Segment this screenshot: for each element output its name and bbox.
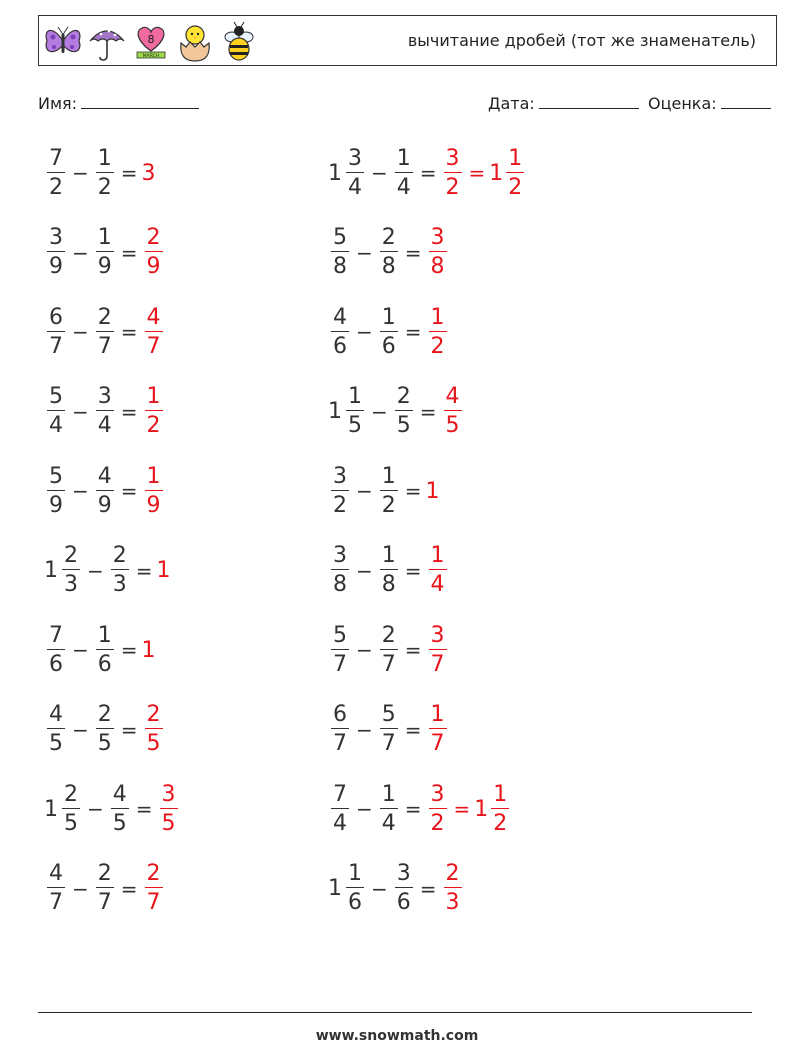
problem-15 xyxy=(44,698,166,762)
denominator: 9 xyxy=(49,254,63,279)
answer-integer: 1 xyxy=(156,558,171,583)
answer xyxy=(426,545,450,596)
minus-sign: − xyxy=(356,797,373,821)
answer xyxy=(142,304,166,359)
answer-fraction xyxy=(429,704,447,755)
problem-2 xyxy=(328,141,527,205)
problem-8 xyxy=(328,380,465,444)
minuend-fraction xyxy=(47,304,65,359)
equals-sign: = xyxy=(419,876,437,901)
answer-fraction xyxy=(429,227,447,278)
answer xyxy=(426,227,450,278)
answer-fraction xyxy=(444,145,462,200)
answer xyxy=(142,863,166,914)
numerator: 1 xyxy=(146,463,161,489)
denominator: 9 xyxy=(146,254,161,279)
problem-10 xyxy=(328,459,440,523)
minus-sign: − xyxy=(72,240,89,265)
answer-fraction xyxy=(145,863,163,914)
answer xyxy=(426,304,450,359)
denominator: 6 xyxy=(333,333,347,359)
numerator: 4 xyxy=(146,304,161,330)
subtrahend-fraction xyxy=(380,227,398,278)
date-line[interactable] xyxy=(539,94,639,109)
minuend-whole: 1 xyxy=(44,558,58,583)
equals-sign: = xyxy=(120,240,138,265)
answer-fraction xyxy=(145,386,163,437)
answer xyxy=(142,386,166,437)
denominator: 2 xyxy=(333,492,347,518)
minuend-fraction xyxy=(47,863,65,914)
answer xyxy=(142,227,166,278)
numerator: 7 xyxy=(333,781,347,807)
minuend-fraction xyxy=(331,463,349,518)
denominator: 5 xyxy=(112,810,127,836)
umbrella-icon xyxy=(87,21,127,63)
denominator: 8 xyxy=(430,254,445,279)
subtrahend-fraction xyxy=(111,545,129,596)
denominator: 5 xyxy=(161,810,176,836)
minuend-fraction xyxy=(62,781,80,836)
problem-18 xyxy=(328,777,512,841)
answer-mixed-fraction xyxy=(506,145,524,200)
subtrahend-fraction xyxy=(96,145,114,200)
numerator: 1 xyxy=(430,702,445,727)
numerator: 3 xyxy=(49,225,63,250)
denominator: 4 xyxy=(348,174,362,200)
subtrahend-fraction xyxy=(96,863,114,914)
minuend-whole: 1 xyxy=(328,399,342,424)
answer-fraction xyxy=(429,304,447,359)
numerator: 7 xyxy=(49,145,63,171)
numerator: 1 xyxy=(430,543,445,568)
minuend-fraction xyxy=(346,145,364,200)
answer xyxy=(426,622,450,677)
numerator: 5 xyxy=(333,225,347,250)
heart-march-8-icon xyxy=(131,21,171,63)
denominator: 7 xyxy=(430,731,445,756)
problem-16 xyxy=(328,698,450,762)
answer xyxy=(426,479,440,504)
numerator: 2 xyxy=(112,543,127,568)
numerator: 1 xyxy=(381,781,396,807)
answer-fraction xyxy=(145,304,163,359)
numerator: 3 xyxy=(430,622,445,648)
subtrahend-fraction xyxy=(395,145,413,200)
minus-sign: − xyxy=(72,399,89,424)
numerator: 1 xyxy=(381,463,396,489)
denominator: 5 xyxy=(49,731,63,756)
answer-equals-sign: = xyxy=(468,161,486,185)
numerator: 4 xyxy=(49,702,63,727)
denominator: 7 xyxy=(381,731,396,756)
equals-sign: = xyxy=(120,876,138,901)
numerator: 3 xyxy=(430,781,445,807)
minus-sign: − xyxy=(72,161,89,185)
minuend-fraction xyxy=(331,781,349,836)
subtrahend-fraction xyxy=(96,622,114,677)
numerator: 5 xyxy=(333,622,347,648)
minus-sign: − xyxy=(356,479,373,503)
name-field[interactable] xyxy=(38,94,199,113)
answer xyxy=(157,781,181,836)
equals-sign: = xyxy=(404,797,422,821)
denominator: 7 xyxy=(49,890,63,915)
minus-sign: − xyxy=(356,717,373,742)
minus-sign: − xyxy=(356,320,373,344)
denominator: 2 xyxy=(430,810,445,836)
subtrahend-fraction xyxy=(96,227,114,278)
denominator: 7 xyxy=(430,651,445,677)
numerator: 5 xyxy=(49,463,63,489)
name-line[interactable] xyxy=(81,94,199,109)
minus-sign: − xyxy=(72,717,89,742)
denominator: 5 xyxy=(348,413,362,438)
problem-17 xyxy=(44,777,181,841)
denominator: 3 xyxy=(445,890,460,915)
problem-5 xyxy=(44,300,166,364)
denominator: 5 xyxy=(64,810,78,836)
denominator: 6 xyxy=(97,651,112,677)
numerator: 1 xyxy=(97,145,112,171)
numerator: 4 xyxy=(112,781,127,807)
numerator: 5 xyxy=(49,384,63,409)
header-icons xyxy=(43,21,259,63)
answer xyxy=(142,161,156,186)
denominator: 9 xyxy=(49,492,63,518)
worksheet-title: вычитание дробей (тот же знаменатель) xyxy=(407,31,756,50)
answer-fraction xyxy=(160,781,178,836)
numerator: 3 xyxy=(445,145,460,171)
answer-integer: 3 xyxy=(141,160,156,186)
numerator: 1 xyxy=(508,145,523,171)
footer-divider xyxy=(38,1012,752,1013)
subtrahend-fraction xyxy=(380,704,398,755)
minuend-fraction xyxy=(331,704,349,755)
equals-sign: = xyxy=(135,797,153,821)
minus-sign: − xyxy=(72,876,89,901)
minus-sign: − xyxy=(356,558,373,583)
minuend-whole: 1 xyxy=(328,876,342,901)
denominator: 5 xyxy=(396,413,411,438)
denominator: 2 xyxy=(508,174,523,200)
equals-sign: = xyxy=(120,479,138,503)
denominator: 5 xyxy=(146,731,161,756)
denominator: 4 xyxy=(49,413,63,438)
denominator: 3 xyxy=(64,572,78,597)
minus-sign: − xyxy=(371,876,388,901)
equals-sign: = xyxy=(120,399,138,424)
numerator: 3 xyxy=(396,861,411,886)
answer-equals-sign: = xyxy=(453,797,471,821)
answer-fraction xyxy=(429,781,447,836)
equals-sign: = xyxy=(404,479,422,503)
numerator: 5 xyxy=(381,702,396,727)
numerator: 2 xyxy=(146,861,161,886)
minuend-fraction xyxy=(331,227,349,278)
numerator: 2 xyxy=(97,304,112,330)
equals-sign: = xyxy=(404,558,422,583)
minuend-fraction xyxy=(47,145,65,200)
numerator: 2 xyxy=(97,702,112,727)
subtrahend-fraction xyxy=(380,545,398,596)
numerator: 2 xyxy=(396,384,411,409)
denominator: 6 xyxy=(381,333,396,359)
numerator: 2 xyxy=(381,225,396,250)
denominator: 4 xyxy=(333,810,347,836)
heart-number: 8 xyxy=(147,33,155,46)
numerator: 7 xyxy=(49,622,63,648)
answer-whole: 1 xyxy=(489,160,504,186)
numerator: 2 xyxy=(64,781,78,807)
numerator: 6 xyxy=(333,702,347,727)
subtrahend-fraction xyxy=(380,304,398,359)
heart-ribbon: MARCH xyxy=(142,54,160,59)
answer-fraction xyxy=(429,545,447,596)
denominator: 8 xyxy=(333,254,347,279)
numerator: 3 xyxy=(348,145,362,171)
denominator: 7 xyxy=(381,651,396,677)
answer-fraction xyxy=(145,704,163,755)
equals-sign: = xyxy=(404,240,422,265)
denominator: 2 xyxy=(493,810,508,836)
numerator: 2 xyxy=(97,861,112,886)
denominator: 6 xyxy=(348,890,362,915)
minus-sign: − xyxy=(72,320,89,344)
equals-sign: = xyxy=(404,717,422,742)
numerator: 3 xyxy=(333,463,347,489)
numerator: 1 xyxy=(146,384,161,409)
answer xyxy=(142,638,156,663)
equals-sign: = xyxy=(120,161,138,185)
denominator: 2 xyxy=(146,413,161,438)
answer xyxy=(441,386,465,437)
denominator: 5 xyxy=(445,413,460,438)
problem-19 xyxy=(44,857,166,921)
minuend-whole: 1 xyxy=(328,160,342,186)
problem-1 xyxy=(44,141,156,205)
denominator: 2 xyxy=(445,174,460,200)
problem-20 xyxy=(328,857,465,921)
problem-4 xyxy=(328,221,450,285)
minuend-fraction xyxy=(47,463,65,518)
denominator: 9 xyxy=(97,492,112,518)
numerator: 2 xyxy=(381,622,396,648)
denominator: 4 xyxy=(381,810,396,836)
subtrahend-fraction xyxy=(96,463,114,518)
minuend-fraction xyxy=(346,863,364,914)
answer xyxy=(142,704,166,755)
subtrahend-fraction xyxy=(111,781,129,836)
equals-sign: = xyxy=(419,161,437,185)
numerator: 2 xyxy=(146,225,161,250)
date-field[interactable] xyxy=(488,94,639,113)
subtrahend-fraction xyxy=(96,304,114,359)
butterfly-icon xyxy=(43,21,83,63)
denominator: 7 xyxy=(97,333,112,359)
minuend-fraction xyxy=(47,386,65,437)
answer-fraction xyxy=(429,622,447,677)
answer xyxy=(441,863,465,914)
denominator: 4 xyxy=(396,174,411,200)
denominator: 4 xyxy=(97,413,112,438)
answer xyxy=(441,145,528,200)
problem-7 xyxy=(44,380,166,444)
date-label: Дата: xyxy=(488,94,535,113)
subtrahend-fraction xyxy=(395,863,413,914)
equals-sign: = xyxy=(419,399,437,424)
minus-sign: − xyxy=(72,479,89,503)
minuend-whole: 1 xyxy=(44,796,58,822)
numerator: 2 xyxy=(445,861,460,886)
problem-13 xyxy=(44,618,156,682)
denominator: 4 xyxy=(430,572,445,597)
denominator: 7 xyxy=(333,651,347,677)
grade-line[interactable] xyxy=(721,94,771,109)
numerator: 4 xyxy=(97,463,112,489)
answer-integer: 1 xyxy=(425,478,440,504)
answer xyxy=(157,558,171,583)
numerator: 4 xyxy=(445,384,460,409)
header-box xyxy=(38,15,777,66)
problem-3 xyxy=(44,221,166,285)
answer-mixed-fraction xyxy=(491,781,509,836)
minuend-fraction xyxy=(47,227,65,278)
answer xyxy=(142,463,166,518)
numerator: 3 xyxy=(430,225,445,250)
minuend-fraction xyxy=(331,622,349,677)
equals-sign: = xyxy=(120,638,138,662)
answer-fraction xyxy=(145,463,163,518)
problem-14 xyxy=(328,618,450,682)
denominator: 7 xyxy=(333,731,347,756)
grade-field[interactable] xyxy=(648,94,771,113)
numerator: 1 xyxy=(97,622,112,648)
answer-fraction xyxy=(145,227,163,278)
denominator: 9 xyxy=(97,254,112,279)
denominator: 7 xyxy=(146,890,161,915)
minus-sign: − xyxy=(87,797,104,821)
minuend-fraction xyxy=(331,304,349,359)
minus-sign: − xyxy=(356,638,373,662)
numerator: 3 xyxy=(161,781,176,807)
minus-sign: − xyxy=(72,638,89,662)
numerator: 1 xyxy=(396,145,411,171)
answer-fraction xyxy=(444,863,462,914)
denominator: 8 xyxy=(381,572,396,597)
numerator: 2 xyxy=(146,702,161,727)
minuend-fraction xyxy=(331,545,349,596)
denominator: 7 xyxy=(49,333,63,359)
numerator: 1 xyxy=(381,543,396,568)
problem-11 xyxy=(44,539,171,603)
minus-sign: − xyxy=(371,399,388,424)
subtrahend-fraction xyxy=(395,386,413,437)
equals-sign: = xyxy=(120,320,138,344)
answer-fraction xyxy=(444,386,462,437)
subtrahend-fraction xyxy=(96,386,114,437)
denominator: 3 xyxy=(112,572,127,597)
numerator: 1 xyxy=(348,861,362,886)
denominator: 2 xyxy=(97,174,112,200)
subtrahend-fraction xyxy=(380,463,398,518)
equals-sign: = xyxy=(120,717,138,742)
name-label: Имя: xyxy=(38,94,78,113)
problem-12 xyxy=(328,539,450,603)
numerator: 1 xyxy=(381,304,396,330)
numerator: 4 xyxy=(49,861,63,886)
problem-6 xyxy=(328,300,450,364)
footer-site: www.snowmath.com xyxy=(315,1028,479,1044)
numerator: 6 xyxy=(49,304,63,330)
denominator: 8 xyxy=(381,254,396,279)
denominator: 8 xyxy=(333,572,347,597)
denominator: 6 xyxy=(49,651,63,677)
numerator: 2 xyxy=(64,543,78,568)
chick-in-egg-icon xyxy=(175,21,215,63)
denominator: 2 xyxy=(49,174,63,200)
denominator: 2 xyxy=(381,492,396,518)
equals-sign: = xyxy=(135,558,153,583)
numerator: 1 xyxy=(97,225,112,250)
minuend-fraction xyxy=(47,622,65,677)
minuend-fraction xyxy=(62,545,80,596)
minus-sign: − xyxy=(371,161,388,185)
numerator: 1 xyxy=(430,304,445,330)
denominator: 6 xyxy=(396,890,411,915)
numerator: 3 xyxy=(333,543,347,568)
denominator: 5 xyxy=(97,731,112,756)
grade-label: Оценка: xyxy=(648,94,717,113)
denominator: 9 xyxy=(146,492,161,518)
answer-integer: 1 xyxy=(141,637,156,663)
problem-9 xyxy=(44,459,166,523)
subtrahend-fraction xyxy=(380,622,398,677)
subtrahend-fraction xyxy=(96,704,114,755)
numerator: 1 xyxy=(348,384,362,409)
numerator: 3 xyxy=(97,384,112,409)
answer-whole: 1 xyxy=(474,796,489,822)
numerator: 1 xyxy=(493,781,508,807)
denominator: 7 xyxy=(97,890,112,915)
answer xyxy=(426,704,450,755)
minus-sign: − xyxy=(87,558,104,583)
minuend-fraction xyxy=(47,704,65,755)
bee-icon xyxy=(219,21,259,63)
minuend-fraction xyxy=(346,386,364,437)
equals-sign: = xyxy=(404,320,422,344)
equals-sign: = xyxy=(404,638,422,662)
numerator: 4 xyxy=(333,304,347,330)
subtrahend-fraction xyxy=(380,781,398,836)
answer xyxy=(426,781,513,836)
minus-sign: − xyxy=(356,240,373,265)
denominator: 2 xyxy=(430,333,445,359)
denominator: 7 xyxy=(146,333,161,359)
